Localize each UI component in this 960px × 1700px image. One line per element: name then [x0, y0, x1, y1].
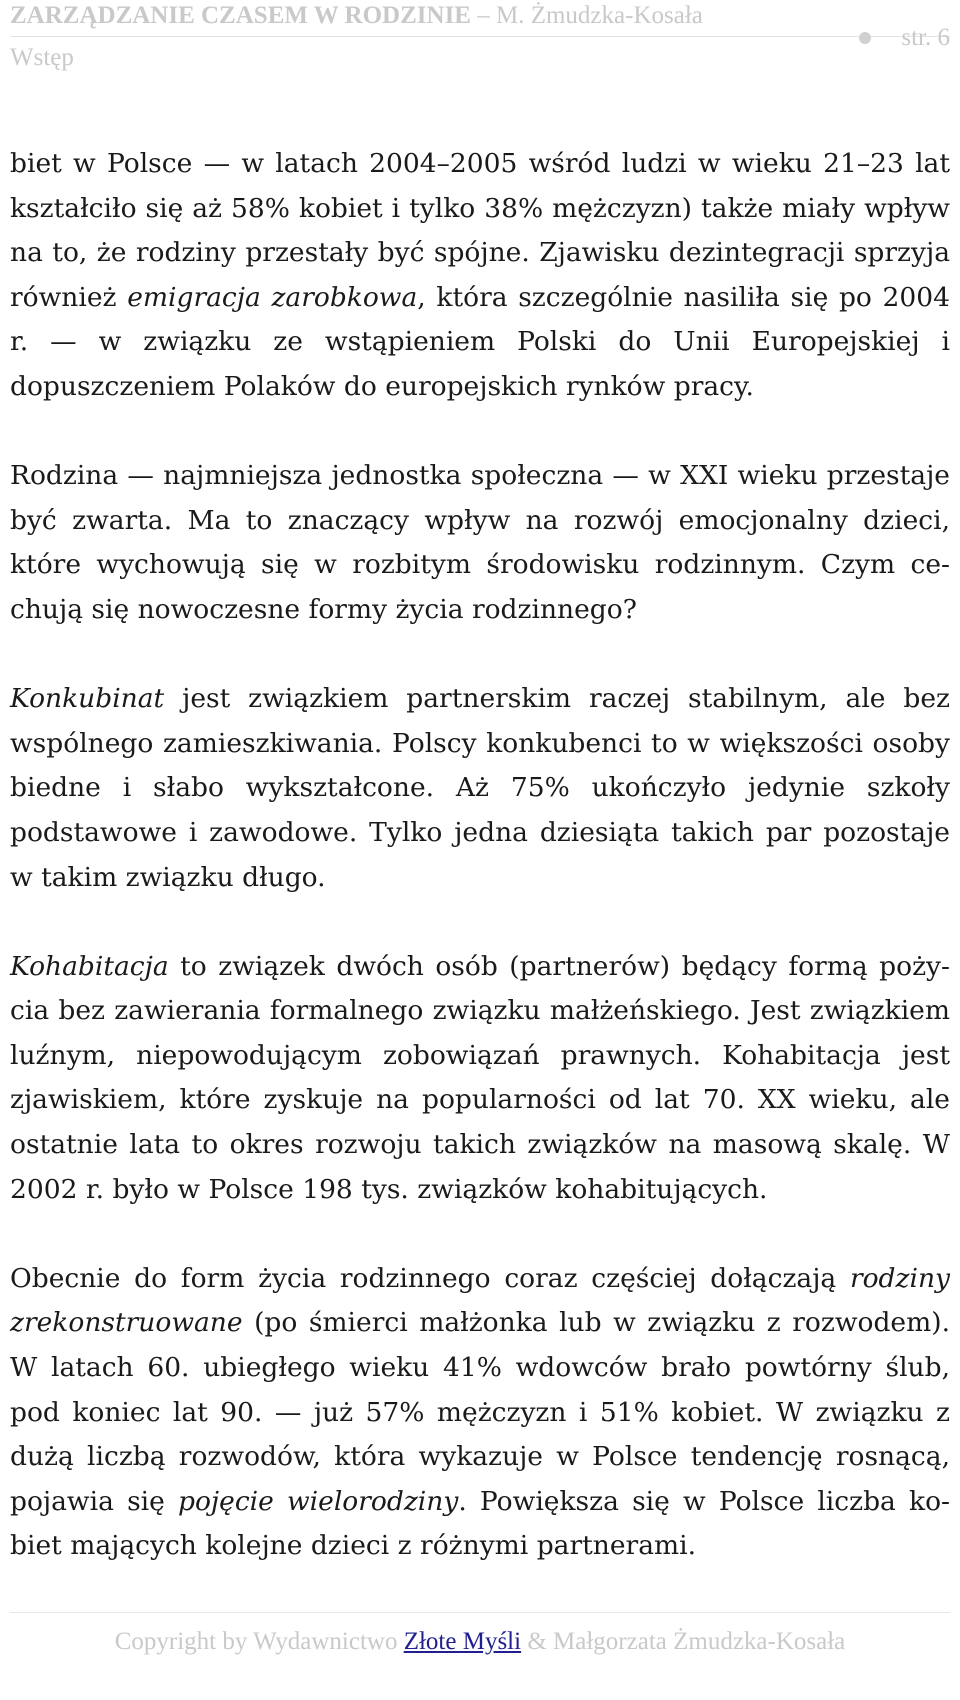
- text-run: , która szczególnie nasiliła się po 2004 r. — w związku ze wstąpieniem Polski do Unii Europejskiej i dopuszczeniem Polaków do europejskich rynków pracy.: [10, 281, 951, 402]
- title-separator: –: [470, 2, 496, 29]
- text-run: Obecnie do form życia rodzinnego coraz częściej dołączają: [10, 1262, 850, 1294]
- text-run: Rodzina — najmniejsza jednostka społeczna — w XXI wieku przestaje być zwarta. Ma to znaczący wpływ na rozwój emocjonalny dzieci, które wychowują się w rozbitym środowisku rodzinnym. Czym cechują się nowoczesne formy życia rodzinnego?: [10, 460, 950, 625]
- publisher-link[interactable]: Złote Myśli: [403, 1628, 522, 1655]
- body-text: [10, 142, 950, 1614]
- text-run: (po śmierci małżonka lub w związku z rozwodem). W latach 60. ubiegłego wieku 41% wdowców brało powtórny ślub, pod koniec lat 90. — już 57% mężczyzn i 51% kobiet. W związku z dużą liczbą rozwodów, która wykazuje w Polsce tendencję rosnącą, pojawia się: [10, 1307, 950, 1517]
- page-header: [10, 0, 950, 80]
- paragraph-2: [10, 454, 950, 632]
- paragraph-4: [10, 945, 950, 1213]
- text-run: biet w Polsce — w latach 2004–2005 wśród ludzi w wieku 21–23 lat kształciło się aż 58% kobiet i tylko 38% mężczyzn) także miały wpływ na to, że rodziny przestały być spójne. Zjawisku dezintegracji sprzyja również: [10, 148, 950, 313]
- text-run: . Powiększa się w Polsce liczba kobiet mających kolejne dzieci z różnymi partnerami.: [10, 1485, 951, 1562]
- paragraph-5: [10, 1257, 950, 1569]
- copyright-footer: [0, 1628, 960, 1656]
- running-title: [10, 2, 703, 30]
- page-label: str. 6: [901, 24, 950, 51]
- italic-term: emigracja zarobkowa: [127, 281, 418, 313]
- text-run: jest związkiem partnerskim raczej stabilnym, ale bez wspólnego zamieszkiwania. Polscy konkubenci to w większości osoby biedne i słabo wykształcone. Aż 75% ukończyło jedynie szkoły podstawowe i zawodowe. Tylko jedna dziesiąta takich par pozostaje w takim związku długo.: [10, 683, 950, 893]
- book-title: ZARZĄDZANIE CZASEM W RODZINIE: [10, 2, 471, 29]
- text-run: to związek dwóch osób (partnerów) będący formą pożycia bez zawierania formalnego związku małżeńskiego. Jest związkiem luźnym, niepowodującym zobowiązań prawnych. Kohabitacja jest zjawiskiem, które zyskuje na popularności od lat 70. XX wieku, ale ostatnie lata to okres rozwoju takich związków na masową skalę. W 2002 r. było w Polsce 198 tys. związków kohabitujących.: [10, 950, 950, 1205]
- author-name: M. Żmudzka-Kosała: [495, 2, 703, 29]
- copyright-suffix: & Małgorzata Żmudzka-Kosała: [521, 1628, 846, 1655]
- italic-term: pojęcie wielorodziny: [178, 1485, 459, 1517]
- footer-divider: [10, 1612, 950, 1613]
- italic-term: Kohabitacja: [10, 950, 169, 982]
- paragraph-1: [10, 142, 950, 410]
- copyright-prefix: Copyright by Wydawnictwo: [114, 1628, 404, 1655]
- section-title: Wstęp: [10, 44, 74, 71]
- paragraph-3: [10, 677, 950, 900]
- italic-term: Konkubinat: [10, 683, 165, 715]
- header-divider: [10, 36, 950, 37]
- page-number: [859, 24, 950, 52]
- italic-term: rodziny zrekonstruowane: [10, 1262, 950, 1339]
- bullet-dot-icon: [859, 32, 871, 44]
